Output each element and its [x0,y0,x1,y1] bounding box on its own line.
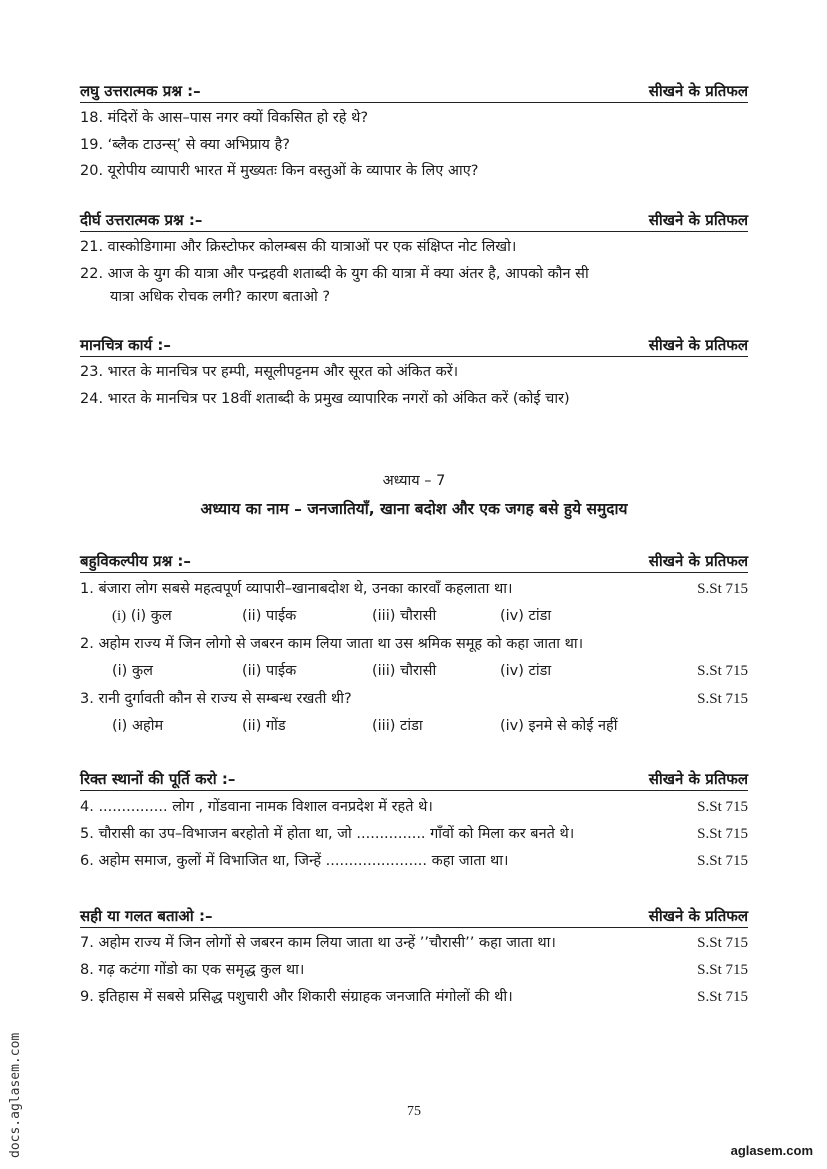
option: (ii) गोंड [242,718,286,734]
question-item: 24. भारत के मानचित्र पर 18वीं शताब्दी के प्रमुख व्यापारिक नगरों को अंकित करें (कोई चार) [80,391,570,407]
brand-link[interactable]: aglasem.com [730,1143,813,1158]
outcome-code: S.St 715 [697,853,748,869]
question-text: 3. रानी दुर्गावती कौन से राज्य से सम्बन्ध रखती थी? [80,691,352,707]
option: (i) अहोम [112,718,164,734]
watermark-text: docs.aglasem.com [8,1032,23,1158]
question-text: 4. ............... लोग , गोंडवाना नामक विशाल वनप्रदेश में रहते थे। [80,799,433,815]
option-text: (i) कुल [130,608,172,624]
chapter-number: अध्याय – 7 [382,473,446,489]
question-item: 20. यूरोपीय व्यापारी भारत में मुख्यतः किन वस्तुओं के व्यापार के लिए आए? [80,163,479,179]
question-item-continuation: यात्रा अधिक रोचक लगी? कारण बताओ ? [110,289,331,305]
question-text: 9. इतिहास में सबसे प्रसिद्ध पशुचारी और शिकारी संग्राहक जनजाति मंगोलों की थी। [80,989,513,1005]
question-item: 2. अहोम राज्य में जिन लोगो से जबरन काम लिया जाता था उस श्रमिक समूह को कहा जाता था। [80,636,584,652]
section-header-short [80,80,748,103]
question-item [80,851,748,871]
question-item [80,797,748,817]
question-text: 6. अहोम समाज, कुलों में विभाजित था, जिन्हें ...................... कहा जाता था। [80,853,509,869]
outcome-code: S.St 715 [697,826,748,842]
learning-outcome-label: सीखने के प्रतिफल [648,336,748,354]
option: (ii) पाईक [242,608,297,624]
outcome-code: S.St 715 [697,799,748,815]
section-title: रिक्त स्थानों की पूर्ति करो :– [80,770,236,788]
question-item: 19. ‘ब्लैक टाउन्स्’ से क्या अभिप्राय है? [80,137,290,153]
question-text: 1. बंजारा लोग सबसे महत्वपूर्ण व्यापारी–खानाबदोश थे, उनका कारवाँ कहलाता था। [80,581,513,597]
option: (iv) टांडा [500,663,552,679]
option: (i) कुल [112,663,153,679]
outcome-code: S.St 715 [697,962,748,978]
question-item: 22. आज के युग की यात्रा और पन्द्रहवी शताब्दी के युग की यात्रा में क्या अंतर है, आपको कौन सी [80,266,589,282]
section-title: लघु उत्तरात्मक प्रश्न :– [80,82,201,100]
learning-outcome-label: सीखने के प्रतिफल [648,82,748,100]
section-title: सही या गलत बताओ :– [80,907,213,925]
question-text: 7. अहोम राज्य में जिन लोगों से जबरन काम लिया जाता था उन्हें ’’चौरासी’’ कहा जाता था। [80,935,556,951]
question-text: 8. गढ़ कटंगा गोंडो का एक समृद्ध कुल था। [80,962,305,978]
section-header-map [80,334,748,357]
option: (iii) टांडा [372,718,423,734]
section-header-fill [80,768,748,791]
outcome-code: S.St 715 [697,935,748,951]
option: (iii) चौरासी [372,608,437,624]
option: (iii) चौरासी [372,663,437,679]
question-item [80,579,748,599]
section-header-truefalse [80,905,748,928]
section-header-mcq [80,550,748,573]
section-title: दीर्घ उत्तरात्मक प्रश्न :– [80,211,203,229]
question-item: 23. भारत के मानचित्र पर हम्पी, मसूलीपट्टनम और सूरत को अंकित करें। [80,364,459,380]
outcome-code: S.St 715 [697,989,748,1005]
section-title: बहुविकल्पीय प्रश्न :– [80,552,191,570]
learning-outcome-label: सीखने के प्रतिफल [648,552,748,570]
outcome-code: S.St 715 [697,581,748,597]
document-page [80,0,748,1169]
option: (iv) इनमे से कोई नहीं [500,718,618,734]
question-item [80,960,748,980]
question-item [80,987,748,1007]
question-item [80,824,748,844]
option: (i) (i) कुल [112,608,172,624]
chapter-name: अध्याय का नाम – जनजातियाँ, खाना बदोश और एक जगह बसे हुये समुदाय [200,500,628,518]
section-title: मानचित्र कार्य :– [80,336,171,354]
learning-outcome-label: सीखने के प्रतिफल [648,211,748,229]
learning-outcome-label: सीखने के प्रतिफल [648,770,748,788]
option: (ii) पाईक [242,663,297,679]
outcome-code: S.St 715 [697,691,748,707]
question-item [80,689,748,709]
question-item: 18. मंदिरों के आस–पास नगर क्यों विकसित हो रहे थे? [80,110,369,126]
question-item [80,933,748,953]
option: (iv) टांडा [500,608,552,624]
question-item: 21. वास्कोडिगामा और क्रिस्टोफर कोलम्बस की यात्राओं पर एक संक्षिप्त नोट लिखो। [80,239,517,255]
learning-outcome-label: सीखने के प्रतिफल [648,907,748,925]
section-header-long [80,209,748,232]
page-number: 75 [407,1104,421,1119]
question-text: 5. चौरासी का उप–विभाजन बरहोतो में होता था, जो ............... गाँवों को मिला कर बनते थे। [80,826,575,842]
outcome-code: S.St 715 [697,663,748,679]
